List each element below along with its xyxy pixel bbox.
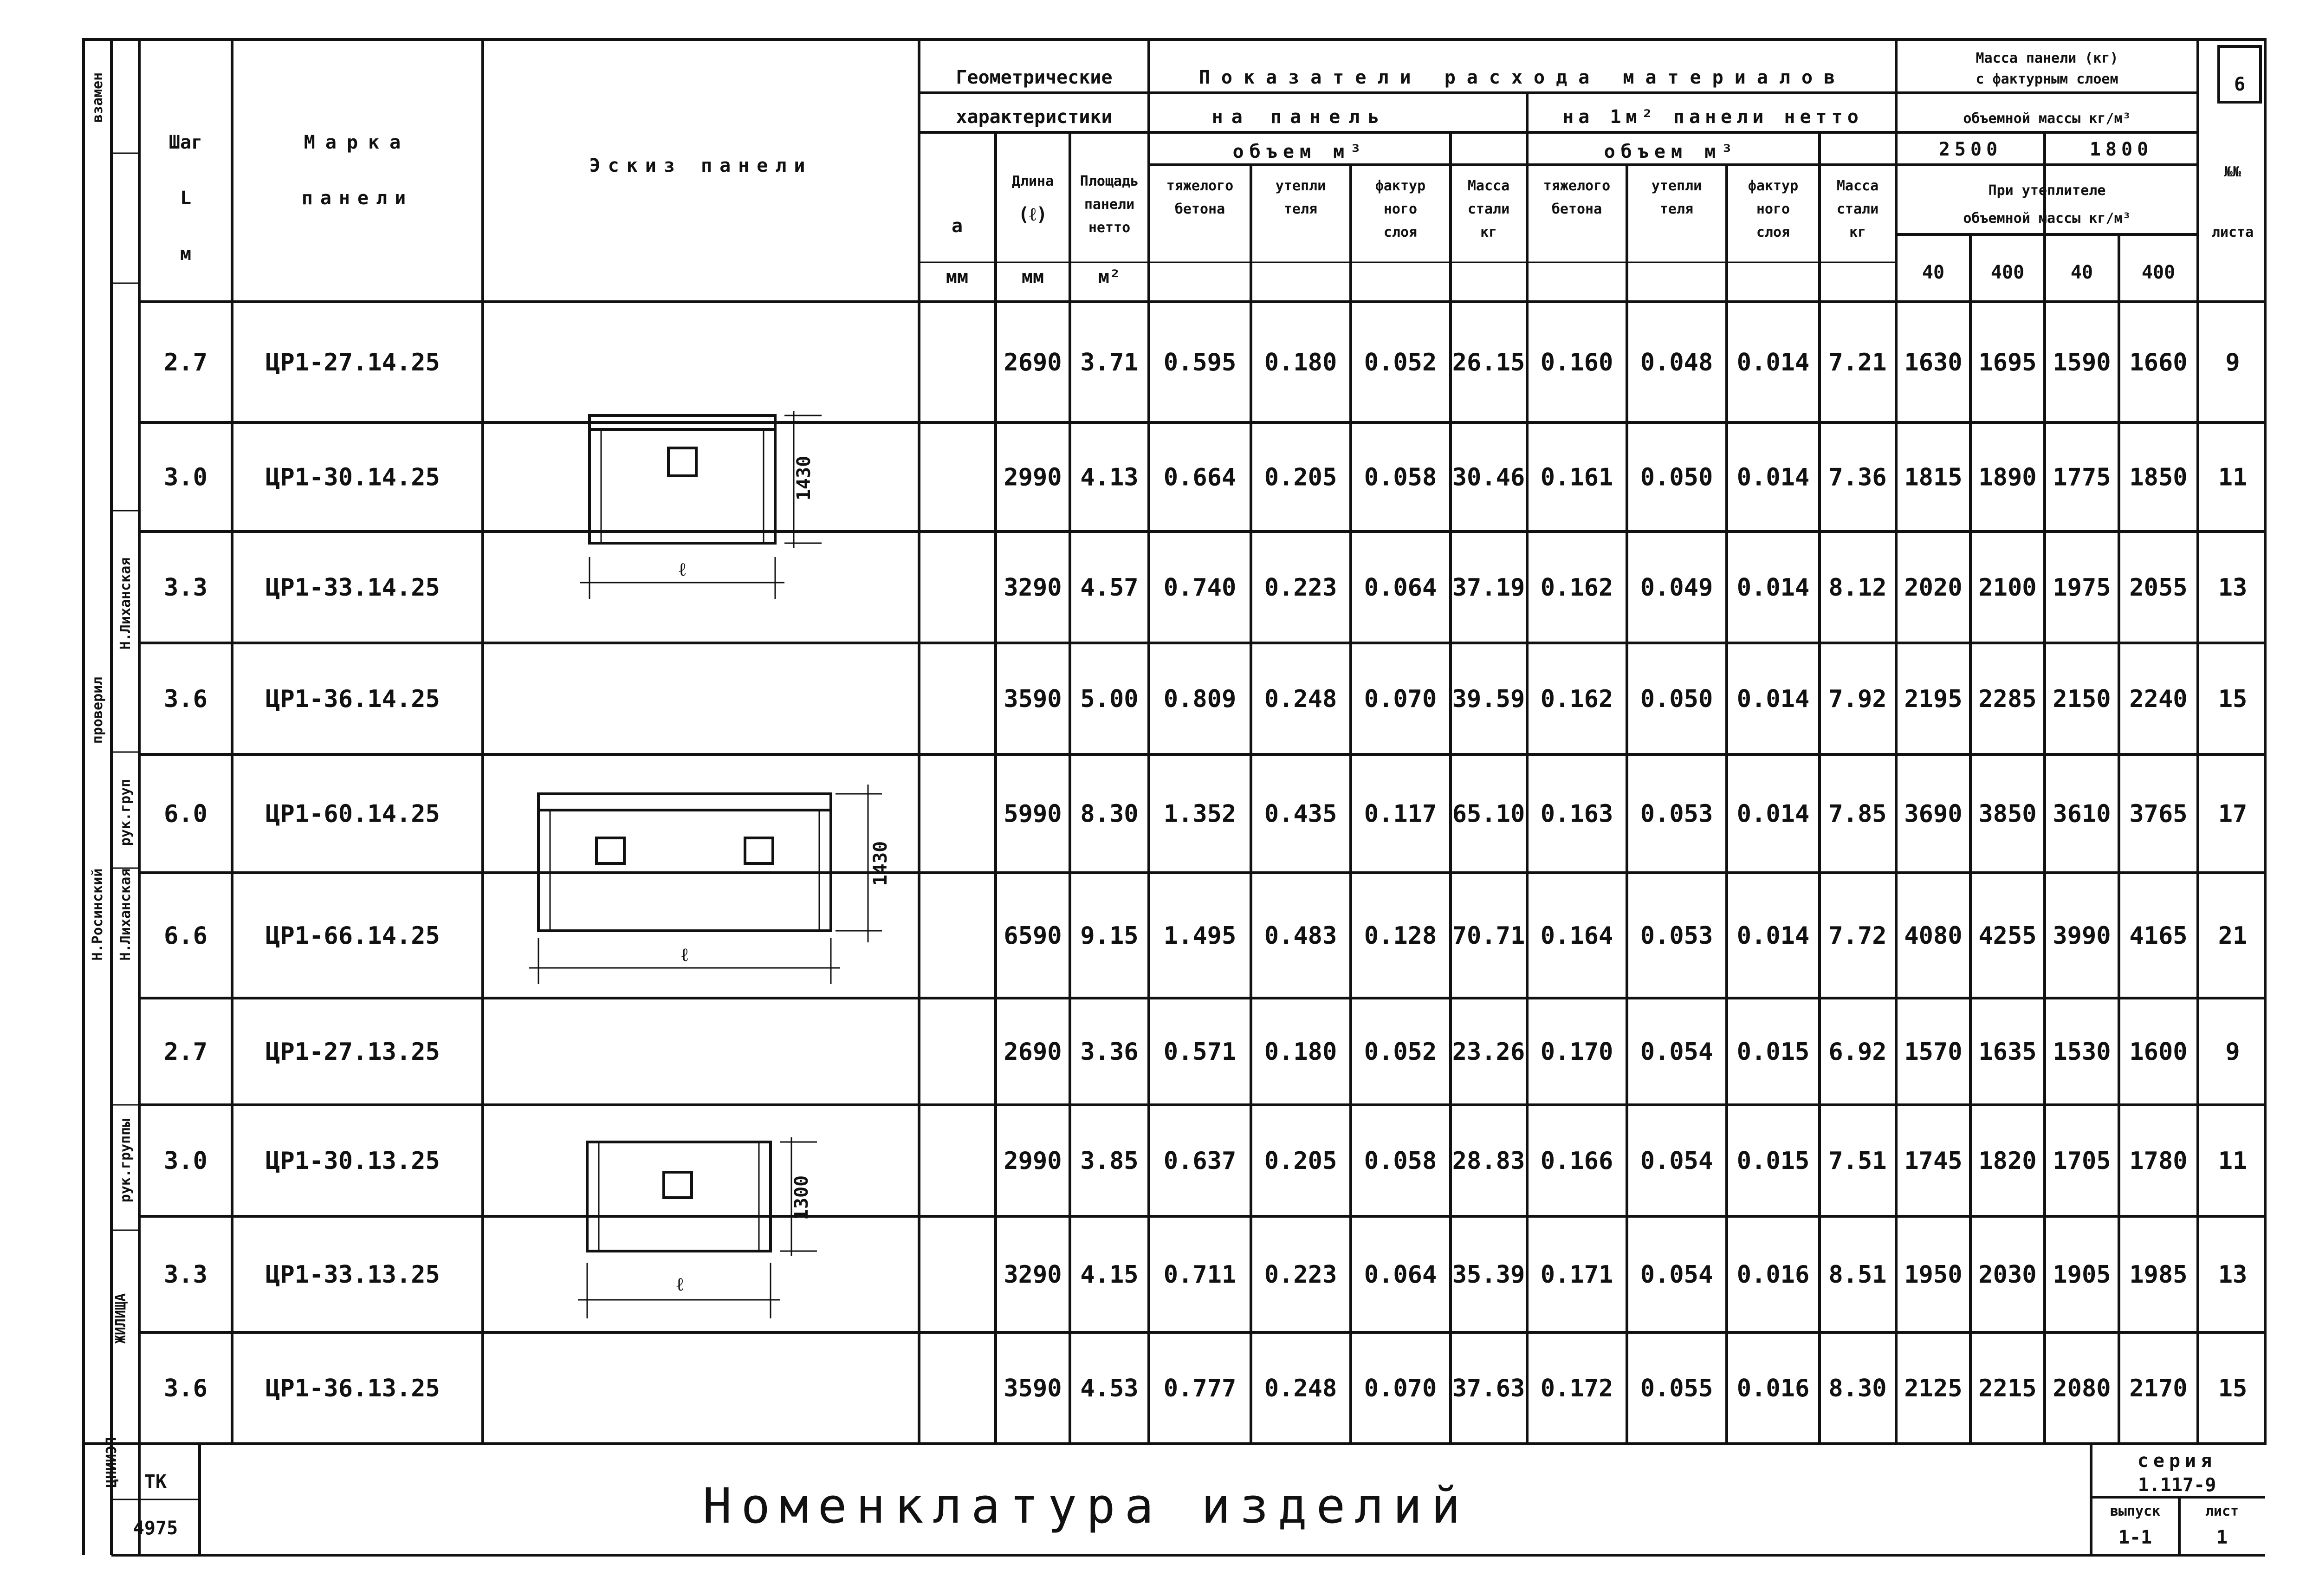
title-block xyxy=(133,1450,2265,1555)
cell-sheet-no: 15 xyxy=(2218,685,2248,713)
geom-title-1: Геометрические xyxy=(956,67,1113,88)
window-icon xyxy=(668,448,696,476)
cell-mass-1800-40: 1590 xyxy=(2053,349,2111,376)
cell-area: 4.53 xyxy=(1080,1375,1139,1402)
cell-insulation-m2: 0.049 xyxy=(1640,574,1713,602)
cell-heavy-concrete: 1.352 xyxy=(1163,800,1237,828)
cell-mass-2500-40: 4080 xyxy=(1904,922,1963,950)
cell-step: 6.0 xyxy=(164,800,207,828)
cell-length: 3290 xyxy=(1004,1261,1062,1289)
steel-mass-m2-1: Масса xyxy=(1836,178,1879,194)
cell-facing: 0.058 xyxy=(1364,463,1437,492)
cell-mass-2500-400: 3850 xyxy=(1978,800,2037,828)
facing-m2-3: слоя xyxy=(1756,224,1790,240)
cell-insulation-m2: 0.054 xyxy=(1640,1147,1713,1175)
cell-facing-m2: 0.014 xyxy=(1736,685,1810,713)
cell-mark: ЦР1-60.14.25 xyxy=(266,800,440,828)
cell-mass-2500-40: 1950 xyxy=(1904,1261,1963,1289)
cell-facing: 0.117 xyxy=(1364,800,1437,828)
cell-step: 3.6 xyxy=(164,1375,207,1402)
cell-mass-1800-400: 4165 xyxy=(2129,922,2188,950)
cell-mass-1800-40: 3610 xyxy=(2053,800,2111,828)
cell-insulation-m2: 0.050 xyxy=(1640,685,1713,713)
geom-area-2: панели xyxy=(1084,196,1135,213)
cell-mass-2500-400: 2215 xyxy=(1978,1375,2037,1402)
dim-1300: 1300 xyxy=(791,1175,812,1220)
cell-heavy-concrete-m2: 0.166 xyxy=(1540,1147,1613,1175)
consumption-title: Показатели расхода материалов xyxy=(1198,67,1846,88)
cell-facing: 0.052 xyxy=(1364,1038,1437,1066)
steel-mass-1: Масса xyxy=(1467,178,1510,194)
steel-mass-m2-2: стали xyxy=(1836,201,1879,217)
col-step-line1: Шаг xyxy=(168,132,203,153)
cell-sheet-no: 11 xyxy=(2218,463,2248,492)
facing-2: ного xyxy=(1383,201,1418,217)
cell-steel-mass-m2: 8.12 xyxy=(1828,574,1887,602)
cell-steel-mass: 39.59 xyxy=(1452,685,1525,713)
cell-heavy-concrete: 0.664 xyxy=(1163,463,1237,492)
cell-mark: ЦР1-66.14.25 xyxy=(266,922,440,950)
volume-m2: объем м³ xyxy=(1604,141,1738,162)
cell-mass-1800-40: 1705 xyxy=(2053,1147,2111,1175)
cell-steel-mass: 35.39 xyxy=(1452,1261,1525,1289)
cell-mass-1800-40: 1775 xyxy=(2053,463,2111,492)
sheet-number: 6 xyxy=(2234,74,2246,95)
cell-area: 3.85 xyxy=(1080,1147,1139,1175)
table-row xyxy=(164,464,2247,492)
per-m2-title: на 1м² панели нетто xyxy=(1562,106,1863,128)
insul-400-b: 400 xyxy=(2141,262,2176,283)
cell-facing: 0.064 xyxy=(1364,574,1437,602)
insul-title-1: При утеплителе xyxy=(1988,182,2106,199)
table-row xyxy=(164,922,2247,950)
stamp-top-name: Н.Лиханская xyxy=(117,557,134,650)
cell-insulation: 0.223 xyxy=(1264,1261,1337,1289)
cell-sheet-no: 21 xyxy=(2218,922,2248,950)
cell-insulation-m2: 0.053 xyxy=(1640,800,1713,828)
cell-sheet-no: 9 xyxy=(2225,1038,2240,1066)
cell-area: 9.15 xyxy=(1080,922,1139,950)
cell-facing: 0.052 xyxy=(1364,349,1437,376)
cell-heavy-concrete-m2: 0.162 xyxy=(1540,574,1613,602)
cell-heavy-concrete-m2: 0.170 xyxy=(1540,1038,1613,1066)
cell-step: 6.6 xyxy=(164,922,207,950)
facing-m2-1: фактур xyxy=(1748,178,1799,194)
cell-insulation: 0.483 xyxy=(1264,922,1337,950)
stamp-group: рук.груп xyxy=(117,779,134,846)
insul-title-2: объемной массы кг/м³ xyxy=(1963,210,2131,227)
cell-area: 4.13 xyxy=(1080,463,1139,492)
panel-sketch-14-single xyxy=(580,411,822,599)
stamp-housing: ЖИЛИЩА xyxy=(113,1293,129,1344)
table-row xyxy=(164,1147,2247,1175)
dim-len-a: ℓ xyxy=(679,559,686,580)
col-step-line2: L xyxy=(180,188,192,209)
cell-insulation: 0.223 xyxy=(1264,574,1337,602)
table-row xyxy=(164,685,2247,713)
mass-title-3: объемной массы кг/м³ xyxy=(1963,110,2131,127)
cell-insulation: 0.180 xyxy=(1264,1038,1337,1066)
cell-insulation-m2: 0.054 xyxy=(1640,1261,1713,1289)
table-row xyxy=(164,1375,2247,1402)
cell-insulation: 0.435 xyxy=(1264,800,1337,828)
cell-steel-mass: 65.10 xyxy=(1452,800,1525,828)
heavy-concrete-m2-2: бетона xyxy=(1551,201,1602,217)
cell-heavy-concrete: 0.777 xyxy=(1163,1375,1237,1402)
dim-len-c: ℓ xyxy=(676,1274,684,1295)
cell-steel-mass: 26.15 xyxy=(1452,349,1525,376)
cell-length: 2990 xyxy=(1004,1147,1062,1175)
cell-insulation: 0.205 xyxy=(1264,1147,1337,1175)
cell-step: 3.6 xyxy=(164,685,207,713)
mass-title-1: Масса панели (кг) xyxy=(1976,50,2118,66)
cell-mass-1800-400: 2240 xyxy=(2129,685,2188,713)
cell-steel-mass-m2: 8.30 xyxy=(1828,1375,1887,1402)
document-title: Номенклатура изделий xyxy=(702,1478,1470,1534)
cell-sheet-no: 11 xyxy=(2218,1147,2248,1175)
issue-label: выпуск xyxy=(2110,1503,2161,1519)
cell-facing-m2: 0.014 xyxy=(1736,800,1810,828)
cell-heavy-concrete: 0.571 xyxy=(1163,1038,1237,1066)
window-icon xyxy=(745,838,773,863)
per-panel-title: на панель xyxy=(1211,106,1388,128)
geom-area-3: нетто xyxy=(1088,220,1131,236)
cell-mass-1800-40: 1530 xyxy=(2053,1038,2111,1066)
cell-heavy-concrete-m2: 0.160 xyxy=(1540,349,1613,376)
cell-mass-1800-400: 1660 xyxy=(2129,349,2188,376)
series-label: серия xyxy=(2137,1450,2217,1472)
cell-insulation-m2: 0.053 xyxy=(1640,922,1713,950)
stamp-name-2: Н.Лиханская xyxy=(117,868,134,961)
cell-sheet-no: 17 xyxy=(2218,800,2248,828)
cell-length: 5990 xyxy=(1004,800,1062,828)
cell-mass-1800-40: 1975 xyxy=(2053,574,2111,602)
cell-steel-mass: 28.83 xyxy=(1452,1147,1525,1175)
cell-steel-mass-m2: 8.51 xyxy=(1828,1261,1887,1289)
cell-heavy-concrete-m2: 0.172 xyxy=(1540,1375,1613,1402)
cell-mark: ЦР1-27.14.25 xyxy=(266,349,440,376)
cell-sheet-no: 15 xyxy=(2218,1375,2248,1402)
cell-area: 4.15 xyxy=(1080,1261,1139,1289)
insulation-1: утепли xyxy=(1275,178,1326,194)
cell-steel-mass-m2: 7.21 xyxy=(1828,349,1887,376)
cell-facing-m2: 0.015 xyxy=(1736,1147,1810,1175)
cell-heavy-concrete: 0.740 xyxy=(1163,574,1237,602)
cell-step: 2.7 xyxy=(164,349,207,376)
table-body xyxy=(164,349,2247,1402)
issue-value: 1-1 xyxy=(2118,1527,2152,1548)
cell-insulation: 0.248 xyxy=(1264,1375,1337,1402)
cell-mark: ЦР1-33.13.25 xyxy=(266,1261,440,1289)
heavy-concrete-m2-1: тяжелого xyxy=(1543,178,1611,194)
cell-facing-m2: 0.015 xyxy=(1736,1038,1810,1066)
cell-facing-m2: 0.016 xyxy=(1736,1261,1810,1289)
cell-length: 3590 xyxy=(1004,685,1062,713)
cell-heavy-concrete: 0.637 xyxy=(1163,1147,1237,1175)
cell-steel-mass-m2: 7.51 xyxy=(1828,1147,1887,1175)
tk-label: ТК xyxy=(144,1471,167,1492)
cell-area: 3.71 xyxy=(1080,349,1139,376)
cell-mark: ЦР1-36.14.25 xyxy=(266,685,440,713)
sheet-value: 1 xyxy=(2216,1527,2228,1548)
geom-len-2: (ℓ) xyxy=(1018,204,1048,225)
cell-step: 3.3 xyxy=(164,574,207,602)
cell-mass-1800-400: 1780 xyxy=(2129,1147,2188,1175)
cell-mass-1800-400: 2055 xyxy=(2129,574,2188,602)
cell-mass-1800-40: 1905 xyxy=(2053,1261,2111,1289)
col-step-line3: м xyxy=(180,243,192,265)
cell-mass-1800-400: 1850 xyxy=(2129,463,2188,492)
facing-3: слоя xyxy=(1383,224,1418,240)
facing-m2-2: ного xyxy=(1756,201,1790,217)
cell-facing: 0.070 xyxy=(1364,685,1437,713)
cell-mark: ЦР1-30.14.25 xyxy=(266,463,440,492)
cell-mass-2500-400: 1890 xyxy=(1978,463,2037,492)
table-row xyxy=(164,800,2247,828)
cell-insulation-m2: 0.048 xyxy=(1640,349,1713,376)
insulation-m2-1: утепли xyxy=(1651,178,1702,194)
cell-steel-mass-m2: 7.72 xyxy=(1828,922,1887,950)
cell-mass-2500-40: 2125 xyxy=(1904,1375,1963,1402)
mass-title-2: с фактурным слоем xyxy=(1976,71,2118,87)
steel-unit: кг xyxy=(1480,224,1497,240)
cell-length: 2990 xyxy=(1004,463,1062,492)
cell-steel-mass-m2: 7.92 xyxy=(1828,685,1887,713)
cell-facing-m2: 0.014 xyxy=(1736,463,1810,492)
volume-panel: объем м³ xyxy=(1232,141,1367,162)
cell-step: 3.0 xyxy=(164,1147,207,1175)
cell-insulation: 0.205 xyxy=(1264,463,1337,492)
cell-length: 6590 xyxy=(1004,922,1062,950)
cell-steel-mass-m2: 7.85 xyxy=(1828,800,1887,828)
stamp-checked: проверил xyxy=(90,676,106,744)
cell-mark: ЦР1-27.13.25 xyxy=(266,1038,440,1066)
stamp-org: ЦНИИЭП xyxy=(104,1437,120,1488)
cell-steel-mass: 23.26 xyxy=(1452,1038,1525,1066)
cell-steel-mass: 70.71 xyxy=(1452,922,1525,950)
dim-1430-a: 1430 xyxy=(793,455,815,501)
cell-heavy-concrete: 0.809 xyxy=(1163,685,1237,713)
cell-step: 3.3 xyxy=(164,1261,207,1289)
cell-steel-mass-m2: 6.92 xyxy=(1828,1038,1887,1066)
geom-area-unit: м² xyxy=(1098,266,1121,288)
cell-facing-m2: 0.014 xyxy=(1736,349,1810,376)
cell-area: 5.00 xyxy=(1080,685,1139,713)
sheet-no-col-2: листа xyxy=(2211,224,2254,240)
cell-mark: ЦР1-33.14.25 xyxy=(266,574,440,602)
geom-len-unit: мм xyxy=(1021,266,1044,288)
stamp-vzamen: взамен xyxy=(90,72,106,123)
cell-mass-1800-40: 2080 xyxy=(2053,1375,2111,1402)
cell-mass-1800-400: 1600 xyxy=(2129,1038,2188,1066)
cell-insulation: 0.248 xyxy=(1264,685,1337,713)
cell-insulation: 0.180 xyxy=(1264,349,1337,376)
cell-mark: ЦР1-30.13.25 xyxy=(266,1147,440,1175)
cell-sheet-no: 13 xyxy=(2218,574,2248,602)
cell-facing: 0.070 xyxy=(1364,1375,1437,1402)
cell-facing-m2: 0.014 xyxy=(1736,574,1810,602)
cell-insulation-m2: 0.055 xyxy=(1640,1375,1713,1402)
cell-heavy-concrete: 0.595 xyxy=(1163,349,1237,376)
col-mark-line1: Марка xyxy=(304,132,411,153)
cell-sheet-no: 13 xyxy=(2218,1261,2248,1289)
window-icon xyxy=(664,1172,692,1198)
mass-2500: 2500 xyxy=(1938,139,2002,160)
table-row xyxy=(164,1038,2240,1066)
cell-facing-m2: 0.016 xyxy=(1736,1375,1810,1402)
cell-mass-2500-400: 4255 xyxy=(1978,922,2037,950)
cell-mass-2500-400: 2285 xyxy=(1978,685,2037,713)
cell-steel-mass: 30.46 xyxy=(1452,463,1525,492)
cell-facing-m2: 0.014 xyxy=(1736,922,1810,950)
cell-heavy-concrete-m2: 0.161 xyxy=(1540,463,1613,492)
sheet-no-col-1: №№ xyxy=(2224,164,2241,180)
cell-heavy-concrete: 1.495 xyxy=(1163,922,1237,950)
cell-step: 3.0 xyxy=(164,463,207,492)
cell-step: 2.7 xyxy=(164,1038,207,1066)
cell-mass-2500-400: 1695 xyxy=(1978,349,2037,376)
cell-heavy-concrete-m2: 0.163 xyxy=(1540,800,1613,828)
cell-insulation-m2: 0.050 xyxy=(1640,463,1713,492)
cell-mass-2500-40: 1630 xyxy=(1904,349,1963,376)
cell-facing: 0.058 xyxy=(1364,1147,1437,1175)
insulation-m2-2: теля xyxy=(1659,201,1694,217)
cell-mass-2500-40: 2020 xyxy=(1904,574,1963,602)
cell-area: 3.36 xyxy=(1080,1038,1139,1066)
cell-heavy-concrete-m2: 0.164 xyxy=(1540,922,1613,950)
cell-mass-2500-40: 2195 xyxy=(1904,685,1963,713)
cell-length: 3590 xyxy=(1004,1375,1062,1402)
cell-length: 2690 xyxy=(1004,349,1062,376)
cell-heavy-concrete: 0.711 xyxy=(1163,1261,1237,1289)
cell-mass-1800-40: 2150 xyxy=(2053,685,2111,713)
geom-area-1: Площадь xyxy=(1080,173,1139,189)
cell-heavy-concrete-m2: 0.171 xyxy=(1540,1261,1613,1289)
insul-40-a: 40 xyxy=(1922,262,1945,283)
cell-mass-2500-400: 1635 xyxy=(1978,1038,2037,1066)
cell-mass-1800-400: 1985 xyxy=(2129,1261,2188,1289)
col-mark-line2: панели xyxy=(301,188,414,209)
geom-title-2: характеристики xyxy=(956,106,1113,128)
panel-sketch-13-single xyxy=(578,1137,817,1318)
cell-mass-2500-400: 2030 xyxy=(1978,1261,2037,1289)
insulation-2: теля xyxy=(1283,201,1318,217)
cell-mass-1800-40: 3990 xyxy=(2053,922,2111,950)
cell-mass-2500-40: 3690 xyxy=(1904,800,1963,828)
mass-1800: 1800 xyxy=(2089,139,2153,160)
col-sketch: Эскиз панели xyxy=(589,155,813,176)
cell-mass-2500-40: 1570 xyxy=(1904,1038,1963,1066)
cell-mass-1800-400: 3765 xyxy=(2129,800,2188,828)
cell-mass-2500-400: 2100 xyxy=(1978,574,2037,602)
sheet-label: лист xyxy=(2205,1503,2239,1519)
cell-mass-2500-400: 1820 xyxy=(1978,1147,2037,1175)
cell-insulation-m2: 0.054 xyxy=(1640,1038,1713,1066)
panel-sketch-14-double xyxy=(529,785,891,984)
geom-a-unit: мм xyxy=(946,266,969,288)
cell-mass-2500-40: 1815 xyxy=(1904,463,1963,492)
cell-facing: 0.128 xyxy=(1364,922,1437,950)
dim-len-b: ℓ xyxy=(681,944,688,966)
heavy-concrete-1: тяжелого xyxy=(1166,178,1234,194)
table-row xyxy=(164,349,2240,376)
cell-length: 2690 xyxy=(1004,1038,1062,1066)
steel-unit-m2: кг xyxy=(1849,224,1866,240)
cell-mark: ЦР1-36.13.25 xyxy=(266,1375,440,1402)
stamp-rukgrup: рук.группы xyxy=(117,1118,134,1203)
dim-1430-b: 1430 xyxy=(870,841,891,886)
steel-mass-2: стали xyxy=(1467,201,1510,217)
table-row xyxy=(164,1261,2247,1289)
window-icon xyxy=(596,838,624,863)
series-value: 1.117-9 xyxy=(2138,1474,2216,1496)
cell-steel-mass: 37.19 xyxy=(1452,574,1525,602)
cell-mass-2500-40: 1745 xyxy=(1904,1147,1963,1175)
cell-sheet-no: 9 xyxy=(2225,349,2240,376)
cell-mass-1800-400: 2170 xyxy=(2129,1375,2188,1402)
tk-number: 4975 xyxy=(133,1518,178,1539)
cell-area: 8.30 xyxy=(1080,800,1139,828)
table-row xyxy=(164,574,2247,602)
heavy-concrete-2: бетона xyxy=(1174,201,1225,217)
cell-area: 4.57 xyxy=(1080,574,1139,602)
cell-facing: 0.064 xyxy=(1364,1261,1437,1289)
cell-steel-mass: 37.63 xyxy=(1452,1375,1525,1402)
stamp-name-1: Н.Росинский xyxy=(90,868,106,961)
geom-len-1: Длина xyxy=(1011,173,1054,189)
insul-40-b: 40 xyxy=(2070,262,2093,283)
cell-heavy-concrete-m2: 0.162 xyxy=(1540,685,1613,713)
insul-400-a: 400 xyxy=(1990,262,2025,283)
facing-1: фактур xyxy=(1375,178,1426,194)
geom-a: a xyxy=(951,215,963,237)
cell-length: 3290 xyxy=(1004,574,1062,602)
cell-steel-mass-m2: 7.36 xyxy=(1828,463,1887,492)
